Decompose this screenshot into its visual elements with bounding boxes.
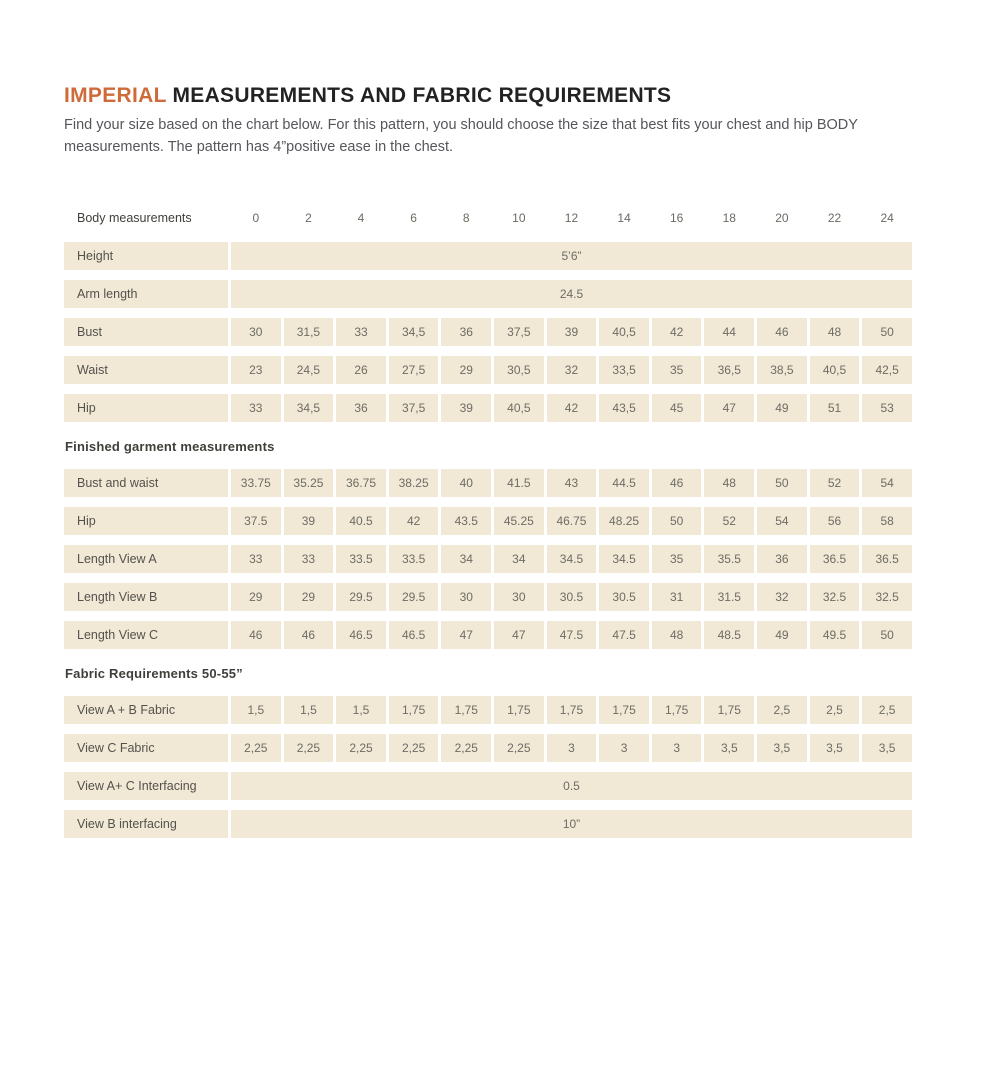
column-header-label: Body measurements: [77, 211, 192, 225]
cell-value: 2,5: [757, 696, 807, 724]
cell-value: 40.5: [336, 507, 386, 535]
cell-value: 36,5: [704, 356, 754, 384]
cell-value: 49: [757, 621, 807, 649]
cell-value: 32: [547, 356, 597, 384]
cell-value: 38,5: [757, 356, 807, 384]
intro-paragraph: [64, 115, 912, 158]
cell-value: 39: [284, 507, 334, 535]
cell-value: 30,5: [494, 356, 544, 384]
cell-value: 34.5: [599, 545, 649, 573]
cell-value: 34.5: [547, 545, 597, 573]
column-header-size: 2: [305, 211, 312, 225]
cell-value: 30: [231, 318, 281, 346]
row-label: Length View C: [64, 621, 228, 649]
table-row: [64, 734, 912, 762]
row-label: View A + B Fabric: [64, 696, 228, 724]
column-header-size: 22: [827, 211, 842, 225]
cell-value: 1,75: [494, 696, 544, 724]
cell-value: 3,5: [862, 734, 912, 762]
column-header-size: 20: [775, 211, 789, 225]
cell-value: 36.5: [862, 545, 912, 573]
row-label: View C Fabric: [64, 734, 228, 762]
row-label: Hip: [64, 507, 228, 535]
row-label: View B interfacing: [64, 810, 228, 838]
cell-value: 40,5: [494, 394, 544, 422]
cell-value: 29.5: [389, 583, 439, 611]
cell-value: 30.5: [599, 583, 649, 611]
cell-value: 1,75: [652, 696, 702, 724]
cell-value: 33: [231, 394, 281, 422]
cell-value: 35.5: [704, 545, 754, 573]
cell-value: 46: [652, 469, 702, 497]
row-span-value: 0.5: [231, 772, 912, 800]
cell-value: 45: [652, 394, 702, 422]
row-label: Bust and waist: [64, 469, 228, 497]
cell-value: 3: [652, 734, 702, 762]
cell-value: 3: [599, 734, 649, 762]
cell-value: 1,5: [231, 696, 281, 724]
section-title: Fabric Requirements 50-55”: [65, 666, 243, 681]
cell-value: 33: [284, 545, 334, 573]
cell-value: 29: [284, 583, 334, 611]
cell-value: 43: [547, 469, 597, 497]
column-header-size: 16: [670, 211, 684, 225]
cell-value: 35: [652, 356, 702, 384]
table-row: [64, 469, 912, 497]
cell-value: 34: [441, 545, 491, 573]
column-header-size: 8: [462, 211, 470, 225]
cell-value: 52: [704, 507, 754, 535]
cell-value: 48: [704, 469, 754, 497]
cell-value: 32: [757, 583, 807, 611]
table-row: [64, 772, 912, 800]
cell-value: 33: [231, 545, 281, 573]
cell-value: 2,25: [389, 734, 439, 762]
cell-value: 41.5: [494, 469, 544, 497]
cell-value: 36: [757, 545, 807, 573]
column-header-size: 14: [617, 211, 631, 225]
cell-value: 51: [810, 394, 860, 422]
cell-value: 34: [494, 545, 544, 573]
row-label: Waist: [64, 356, 228, 384]
cell-value: 42,5: [862, 356, 912, 384]
cell-value: 37,5: [494, 318, 544, 346]
cell-value: 36.75: [336, 469, 386, 497]
cell-value: 1,75: [704, 696, 754, 724]
cell-value: 52: [810, 469, 860, 497]
row-label: Hip: [64, 394, 228, 422]
cell-value: 40,5: [810, 356, 860, 384]
cell-value: 47.5: [599, 621, 649, 649]
cell-value: 53: [862, 394, 912, 422]
cell-value: 27,5: [389, 356, 439, 384]
table-row: [64, 583, 912, 611]
cell-value: 2,25: [441, 734, 491, 762]
cell-value: 46: [757, 318, 807, 346]
cell-value: 36: [336, 394, 386, 422]
cell-value: 46.5: [389, 621, 439, 649]
section-title: Finished garment measurements: [65, 439, 275, 454]
table-row: [64, 242, 912, 270]
cell-value: 31: [652, 583, 702, 611]
cell-value: 38.25: [389, 469, 439, 497]
cell-value: 46.75: [547, 507, 597, 535]
cell-value: 32.5: [862, 583, 912, 611]
cell-value: 44: [704, 318, 754, 346]
column-header-size: 0: [252, 211, 260, 225]
cell-value: 50: [652, 507, 702, 535]
cell-value: 50: [862, 318, 912, 346]
row-label: Length View A: [64, 545, 228, 573]
row-label: Arm length: [64, 280, 228, 308]
cell-value: 1,5: [336, 696, 386, 724]
cell-value: 34,5: [389, 318, 439, 346]
page-title: [64, 84, 912, 108]
cell-value: 33,5: [599, 356, 649, 384]
cell-value: 54: [757, 507, 807, 535]
cell-value: 30: [494, 583, 544, 611]
cell-value: 39: [441, 394, 491, 422]
cell-value: 35.25: [284, 469, 334, 497]
cell-value: 30.5: [547, 583, 597, 611]
column-header-size: 10: [512, 211, 526, 225]
cell-value: 3,5: [810, 734, 860, 762]
size-chart-table: [64, 207, 912, 838]
table-row: [64, 280, 912, 308]
cell-value: 3,5: [757, 734, 807, 762]
cell-value: 32.5: [810, 583, 860, 611]
size-chart-page: [64, 84, 912, 838]
cell-value: 2,25: [336, 734, 386, 762]
cell-value: 2,5: [810, 696, 860, 724]
cell-value: 26: [336, 356, 386, 384]
row-label: View A+ C Interfacing: [64, 772, 228, 800]
cell-value: 1,75: [389, 696, 439, 724]
cell-value: 43.5: [441, 507, 491, 535]
cell-value: 36.5: [810, 545, 860, 573]
row-label: Bust: [64, 318, 228, 346]
cell-value: 42: [389, 507, 439, 535]
cell-value: 49.5: [810, 621, 860, 649]
column-header-size: 24: [880, 211, 894, 225]
cell-value: 49: [757, 394, 807, 422]
row-span-value: 10”: [231, 810, 912, 838]
column-header-size: 12: [564, 211, 579, 225]
table-row: [64, 356, 912, 384]
cell-value: 1,5: [284, 696, 334, 724]
cell-value: 47: [494, 621, 544, 649]
cell-value: 48: [810, 318, 860, 346]
row-span-value: 5’6”: [231, 242, 912, 270]
cell-value: 29.5: [336, 583, 386, 611]
cell-value: 31,5: [284, 318, 334, 346]
cell-value: 45.25: [494, 507, 544, 535]
cell-value: 48.5: [704, 621, 754, 649]
column-header-size: 4: [357, 211, 365, 225]
cell-value: 46.5: [336, 621, 386, 649]
cell-value: 47.5: [547, 621, 597, 649]
cell-value: 43,5: [599, 394, 649, 422]
column-header-size: 18: [722, 211, 736, 225]
cell-value: 36: [441, 318, 491, 346]
row-label: Length View B: [64, 583, 228, 611]
cell-value: 31.5: [704, 583, 754, 611]
table-row: [64, 545, 912, 573]
table-row: [64, 507, 912, 535]
table-row: [64, 696, 912, 724]
cell-value: 48: [652, 621, 702, 649]
cell-value: 33: [336, 318, 386, 346]
cell-value: 44.5: [599, 469, 649, 497]
cell-value: 50: [862, 621, 912, 649]
cell-value: 54: [862, 469, 912, 497]
cell-value: 46: [284, 621, 334, 649]
cell-value: 34,5: [284, 394, 334, 422]
cell-value: 50: [757, 469, 807, 497]
cell-value: 39: [547, 318, 597, 346]
cell-value: 1,75: [599, 696, 649, 724]
cell-value: 35: [652, 545, 702, 573]
intro-line-1: Find your size based on the chart below. For this pattern, you should choose the size that best fits your chest and hip BODY: [64, 117, 858, 133]
cell-value: 29: [231, 583, 281, 611]
cell-value: 2,25: [284, 734, 334, 762]
cell-value: 42: [652, 318, 702, 346]
cell-value: 2,25: [231, 734, 281, 762]
cell-value: 30: [441, 583, 491, 611]
intro-line-2: measurements. The pattern has 4”positive ease in the chest.: [64, 138, 454, 155]
cell-value: 23: [231, 356, 281, 384]
cell-value: 1,75: [441, 696, 491, 724]
cell-value: 47: [441, 621, 491, 649]
table-row: [64, 394, 912, 422]
table-row: [64, 318, 912, 346]
cell-value: 56: [810, 507, 860, 535]
cell-value: 29: [441, 356, 491, 384]
page-title-accent: IMPERIAL: [64, 84, 167, 107]
cell-value: 24,5: [284, 356, 334, 384]
cell-value: 33.5: [336, 545, 386, 573]
cell-value: 3: [547, 734, 597, 762]
cell-value: 1,75: [547, 696, 597, 724]
table-row: [64, 621, 912, 649]
cell-value: 46: [231, 621, 281, 649]
cell-value: 3,5: [704, 734, 754, 762]
cell-value: 40: [441, 469, 491, 497]
table-header-row: [64, 207, 912, 229]
row-span-value: 24.5: [231, 280, 912, 308]
page-title-rest: MEASUREMENTS AND FABRIC REQUIREMENTS: [166, 84, 672, 107]
cell-value: 33.5: [389, 545, 439, 573]
table-row: [64, 810, 912, 838]
cell-value: 37.5: [231, 507, 281, 535]
cell-value: 58: [862, 507, 912, 535]
cell-value: 33.75: [231, 469, 281, 497]
cell-value: 40,5: [599, 318, 649, 346]
cell-value: 48.25: [599, 507, 649, 535]
cell-value: 47: [704, 394, 754, 422]
cell-value: 2,5: [862, 696, 912, 724]
cell-value: 42: [547, 394, 597, 422]
row-label: Height: [64, 242, 228, 270]
cell-value: 37,5: [389, 394, 439, 422]
column-header-size: 6: [410, 211, 417, 225]
cell-value: 2,25: [494, 734, 544, 762]
